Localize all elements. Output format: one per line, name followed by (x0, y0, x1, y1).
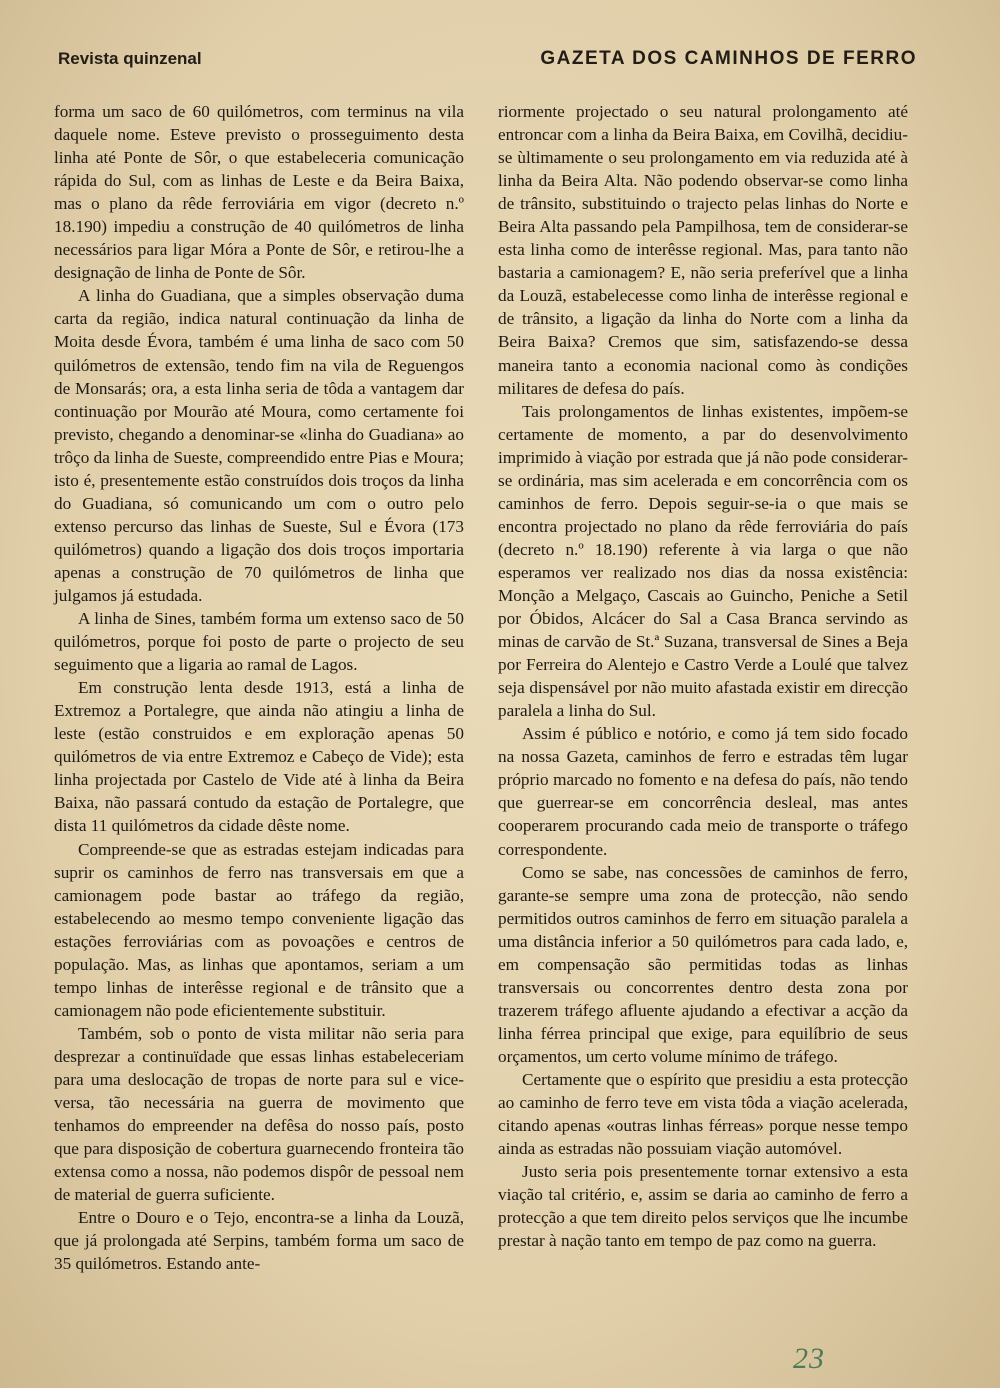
paragraph: Entre o Douro e o Tejo, encontra-se a linha da Louzã, que já prolongada até Serpins, também forma um saco de 35 quilómetros. Estando ante- (54, 1208, 464, 1274)
right-column (498, 100, 908, 1252)
left-column (54, 100, 464, 1275)
paragraph: riormente projectado o seu natural prolongamento até entroncar com a linha da Beira Baixa, em Covilhã, decidiu-se ùltimamente o seu prolongamento em via reduzida até à linha da Beira Alta. Não podendo observar-se como linha de trânsito, substituindo o trajecto pelas linhas do Norte e Beira Alta passando pela Pampilhosa, tem de considerar-se esta linha como de interêsse regional. Mas, para tanto não bastaria a camionagem? E, não seria preferível que a linha da Louzã, estabelecesse como linha de interêsse regional e de trânsito, a ligação da linha do Norte com a linha da Beira Baixa? Cremos que sim, satisfazendo-se dessa maneira tanto a economia nacional como às condições militares de defesa do país. (498, 102, 908, 398)
paragraph: A linha do Guadiana, que a simples observação duma carta da região, indica natural continuação da linha de Moita desde Évora, também é uma linha de saco com 50 quilómetros de extensão, tendo fim na vila de Reguengos de Monsarás; ora, a esta linha seria de tôda a vantagem dar continuação por Mourão até Moura, como certamente foi previsto, chegando a denominar-se «linha do Guadiana» ao trôço da linha de Sueste, compreendido entre Pias e Moura; isto é, presentemente estão construídos dois troços da linha do Guadiana, só comunicando um com o outro pelo extenso percurso das linhas de Sueste, Sul e Évora (173 quilómetros) quando a ligação dos dois troços importaria apenas a construção de 70 quilómetros de linha que julgamos já estudada. (54, 286, 464, 605)
paragraph: Certamente que o espírito que presidiu a esta protecção ao caminho de ferro teve em vista tôda a viação acelerada, citando apenas «outras linhas férreas» porque nesse tempo ainda as estradas não possuiam viação automóvel. (498, 1069, 908, 1159)
running-header (58, 44, 917, 74)
paragraph: forma um saco de 60 quilómetros, com terminus na vila daquele nome. Esteve previsto o prosseguimento desta linha até Ponte de Sôr, o que estabeleceria comunicação rápida do Sul, com as linhas de Leste e da Beira Baixa, mas o plano da rêde ferroviária em vigor (decreto n.º 18.190) impediu a construção de 40 quilómetros de linha necessários para ligar Móra a Ponte de Sôr, e retirou-lhe a designação de linha de Ponte de Sôr. (54, 102, 464, 283)
paragraph: Também, sob o ponto de vista militar não seria para desprezar a continuïdade que essas linhas estabeleceriam para uma deslocação de tropas de norte para sul e vice-versa, tão necessária na guerra de movimento que tenhamos do empreender na defêsa do nosso país, posto que para disposição de cobertura guarnecendo fronteira tão extensa como a nossa, não podemos dispôr de pessoal nem de material de guerra suficiente. (54, 1023, 464, 1205)
page-number: 23 (793, 1342, 825, 1375)
paragraph: Compreende-se que as estradas estejam indicadas para suprir os caminhos de ferro nas transversais em que a camionagem pode bastar ao tráfego da região, estabelecendo ao mesmo tempo conveniente ligação das estações ferroviárias com as povoações e centros de população. Mas, as linhas que apontamos, seriam a um tempo linhas de interêsse regional e de trânsito que a camionagem não pode eficientemente substituir. (54, 839, 464, 1020)
paragraph: A linha de Sines, também forma um extenso saco de 50 quilómetros, porque foi posto de parte o projecto de seu seguimento que a ligaria ao ramal de Lagos. (54, 609, 464, 675)
paragraph: Justo seria pois presentemente tornar extensivo a esta viação tal critério, e, assim se daria ao caminho de ferro a protecção a que tem direito pelos serviços que lhe incumbe prestar à nação tanto em tempo de paz como na guerra. (498, 1162, 908, 1251)
paragraph: Em construção lenta desde 1913, está a linha de Extremoz a Portalegre, que ainda não atingiu a linha de leste (estão construidos e em exploração apenas 50 quilómetros de via entre Extremoz e Cabeço de Vide); esta linha projectada por Castelo de Vide até à linha da Beira Baixa, não passará contudo da estação de Portalegre, que dista 11 quilómetros da cidade dêste nome. (54, 678, 464, 836)
paragraph: Tais prolongamentos de linhas existentes, impõem-se certamente de momento, a par do desenvolvimento imprimido à viação por estrada que já não pode considerar-se ordinária, mas sim acelerada e em concorrência com os caminhos de ferro. Depois seguir-se-ia o que mais se encontra projectado no plano da rêde ferroviária do país (decreto n.º 18.190) referente à via larga o que não esperamos ver realizado nos dias da nossa existência: Monção a Melgaço, Cascais ao Guincho, Peniche a Setil por Óbidos, Alcácer do Sal a Casa Branca servindo as minas de carvão de St.ª Suzana, transversal de Sines a Beja por Ferreira do Alentejo e Castro Verde a Loulé que talvez seja dispensável por não muito afastada existir em direcção paralela a linha do Sul. (498, 401, 908, 721)
header-subtitle: Revista quinzenal (58, 49, 202, 68)
paragraph: Como se sabe, nas concessões de caminhos de ferro, garante-se sempre uma zona de protecção, não sendo permitidos outros caminhos de ferro em situação paralela a uma distância inferior a 50 quilómetros para cada lado, e, em compensação são permitidas todas as linhas transversais ou concorrentes dentro desta zona por trazerem tráfego afluente ajudando a efectivar a acção da linha férrea principal que exige, para equilíbrio de seus orçamentos, um certo volume mínimo de tráfego. (498, 862, 908, 1066)
paragraph: Assim é público e notório, e como já tem sido focado na nossa Gazeta, caminhos de ferro e estradas têm lugar próprio marcado no fomento e na defesa do país, não tendo que guerrear-se em concorrência desleal, mas antes cooperarem procurando cada meio de transporte o tráfego correspondente. (498, 724, 908, 859)
header-magazine-title: GAZETA DOS CAMINHOS DE FERRO (540, 48, 917, 69)
